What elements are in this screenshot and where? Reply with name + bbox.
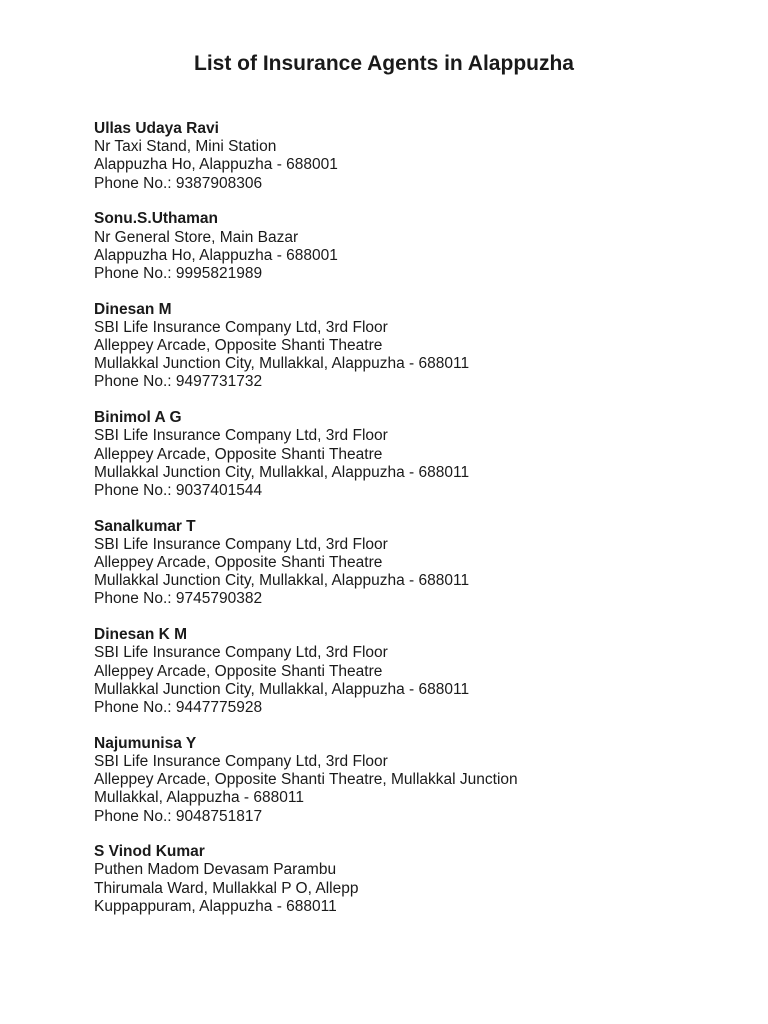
agent-phone: Phone No.: 9387908306 [94, 174, 263, 192]
agent-address-line: Alleppey Arcade, Opposite Shanti Theatre, Mullakkal Junction [94, 771, 518, 789]
agent-address-line: Alleppey Arcade, Opposite Shanti Theatre [94, 445, 383, 463]
agent-entry [94, 843, 734, 916]
agent-address-line: Alleppey Arcade, Opposite Shanti Theatre [94, 662, 383, 680]
agent-name: Ullas Udaya Ravi [94, 120, 219, 137]
agent-entry [94, 409, 734, 500]
agent-address-line: Mullakkal Junction City, Mullakkal, Alappuzha - 688011 [94, 355, 470, 373]
agent-phone: Phone No.: 9497731732 [94, 373, 263, 391]
agent-phone: Phone No.: 9995821989 [94, 264, 263, 282]
page-title: List of Insurance Agents in Alappuzha [194, 52, 574, 75]
agent-address-line: Nr Taxi Stand, Mini Station [94, 138, 277, 156]
agent-name: Najumunisa Y [94, 734, 197, 752]
agent-address-line: SBI Life Insurance Company Ltd, 3rd Floor [94, 752, 388, 770]
agent-name: S Vinod Kumar [94, 843, 205, 861]
agent-address-line: SBI Life Insurance Company Ltd, 3rd Floor [94, 644, 388, 662]
agent-entry [94, 735, 734, 826]
agent-address-line: Kuppappuram, Alappuzha - 688011 [94, 897, 337, 915]
agent-name: Dinesan K M [94, 626, 188, 644]
agent-address-line: Puthen Madom Devasam Parambu [94, 861, 337, 879]
agent-address-line: Thirumala Ward, Mullakkal P O, Allepp [94, 879, 359, 897]
agent-address-line: SBI Life Insurance Company Ltd, 3rd Floor [94, 535, 388, 553]
agent-name: Binimol A G [94, 409, 182, 427]
agent-entry [94, 518, 734, 609]
agent-name: Sonu.S.Uthaman [94, 210, 219, 228]
agent-address-line: Nr General Store, Main Bazar [94, 228, 299, 246]
agent-address-line: Mullakkal Junction City, Mullakkal, Alappuzha - 688011 [94, 463, 470, 481]
agent-address-line: SBI Life Insurance Company Ltd, 3rd Floor [94, 427, 388, 445]
agent-phone: Phone No.: 9037401544 [94, 481, 263, 499]
agent-list [94, 120, 734, 934]
agent-entry [94, 626, 734, 717]
agent-address-line: SBI Life Insurance Company Ltd, 3rd Floor [94, 318, 388, 336]
agent-entry [94, 120, 734, 193]
agent-address-line: Mullakkal, Alappuzha - 688011 [94, 789, 304, 807]
agent-entry [94, 301, 734, 392]
agent-address-line: Mullakkal Junction City, Mullakkal, Alappuzha - 688011 [94, 680, 470, 698]
agent-address-line: Alappuzha Ho, Alappuzha - 688001 [94, 246, 338, 264]
agent-phone: Phone No.: 9048751817 [94, 807, 263, 825]
agent-name: Sanalkumar T [94, 517, 196, 535]
agent-phone: Phone No.: 9745790382 [94, 590, 263, 608]
agent-address-line: Alleppey Arcade, Opposite Shanti Theatre [94, 554, 383, 572]
agent-address-line: Mullakkal Junction City, Mullakkal, Alappuzha - 688011 [94, 572, 470, 590]
agent-phone: Phone No.: 9447775928 [94, 698, 263, 716]
agent-address-line: Alleppey Arcade, Opposite Shanti Theatre [94, 337, 383, 355]
agent-address-line: Alappuzha Ho, Alappuzha - 688001 [94, 156, 338, 174]
agent-name: Dinesan M [94, 300, 172, 318]
agent-entry [94, 210, 734, 283]
